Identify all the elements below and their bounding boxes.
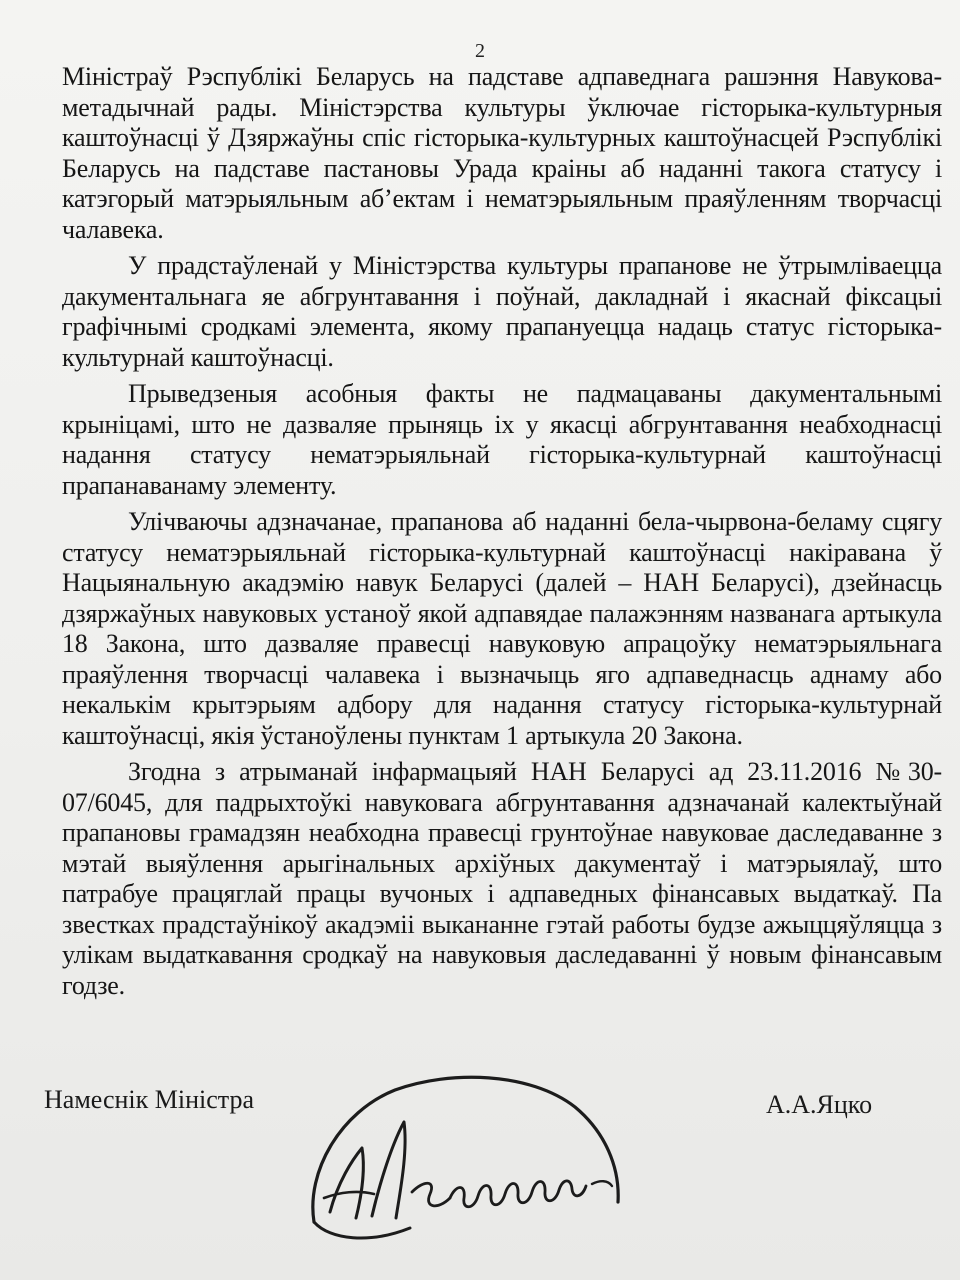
paragraph-facts-not-documented: Прыведзеныя асобныя факты не падмацаваны дакументальнымі крыніцамі, што не дазваляе прыняць іх у якасці абгрунтавання неабходнасці надання статусу нематэрыяльнай гісторыка-культурнай каштоўнасці прапанаванаму элементу. bbox=[62, 379, 942, 500]
paragraph-sent-to-academy: Улічваючы адзначанае, прапанова аб наданні бела-чырвона-беламу сцягу статусу нематэрыяльнай гісторыка-культурнай каштоўнасці накіравана ў Нацыянальную акадэмію навук Беларусі (далей – НАН Беларусі), дзейнасць дзяржаўных навуковых устаноў якой адпавядае палажэнням названага артыкула 18 Закона, што дазваляе правесці навуковую апрацоўку нематэрыяльнага праяўлення творчасці чалавека і вызначыць яго адпаведнасць аднаму або некалькім крытэрыям адбору для надання статусу гісторыка-культурнай каштоўнасці, якія ўстаноўлены пунктам 1 артыкула 20 Закона. bbox=[62, 507, 942, 750]
paragraph-academy-information: Згодна з атрыманай інфармацыяй НАН Беларусі ад 23.11.2016 №30-07/6045, для падрыхтоўкі навуковага абгрунтавання адзначанай калектыўнай прапановы грамадзян неабходна правесці грунтоўнае навуковае даследаванне з мэтай выяўлення арыгінальных архіўных дакументаў і матэрыялаў, што патрабуе працяглай працы вучоных і адпаведных фінансавых выдаткаў. Па звестках прадстаўнікоў акадэміі выкананне гэтай работы будзе ажыццяўляцца з улікам выдаткавання сродкаў на навуковыя даследаванні ў новым фінансавым годзе. bbox=[62, 757, 942, 1000]
signatory-title: Намеснік Міністра bbox=[44, 1085, 255, 1114]
paragraph-continuation: Міністраў Рэспублікі Беларусь на падставе адпаведнага рашэння Навукова-метадычнай рады. Міністэрства культуры ўключае гісторыка-культурныя каштоўнасці ў Дзяржаўны спіс гісторыка-культурных каштоўнасцей Рэспублікі Беларусь на падставе пастановы Урада краіны аб наданні такога статусу і катэгорый матэрыяльным аб’ектам і нематэрыяльным праяўленням творчасці чалавека. bbox=[62, 62, 942, 244]
signatory-name: А.А.Яцко bbox=[766, 1090, 873, 1119]
page-number: 2 bbox=[475, 40, 485, 62]
letter-body bbox=[62, 62, 942, 1001]
handwritten-signature bbox=[300, 1052, 640, 1252]
paragraph-proposal-lacks-justification: У прадстаўленай у Міністэрства культуры прапанове не ўтрымліваецца дакументальнага яе абгрунтавання і поўнай, дакладнай і якаснай фіксацыі графічнымі сродкамі элемента, якому прапануецца надаць статус гісторыка-культурнай каштоўнасці. bbox=[62, 251, 942, 372]
